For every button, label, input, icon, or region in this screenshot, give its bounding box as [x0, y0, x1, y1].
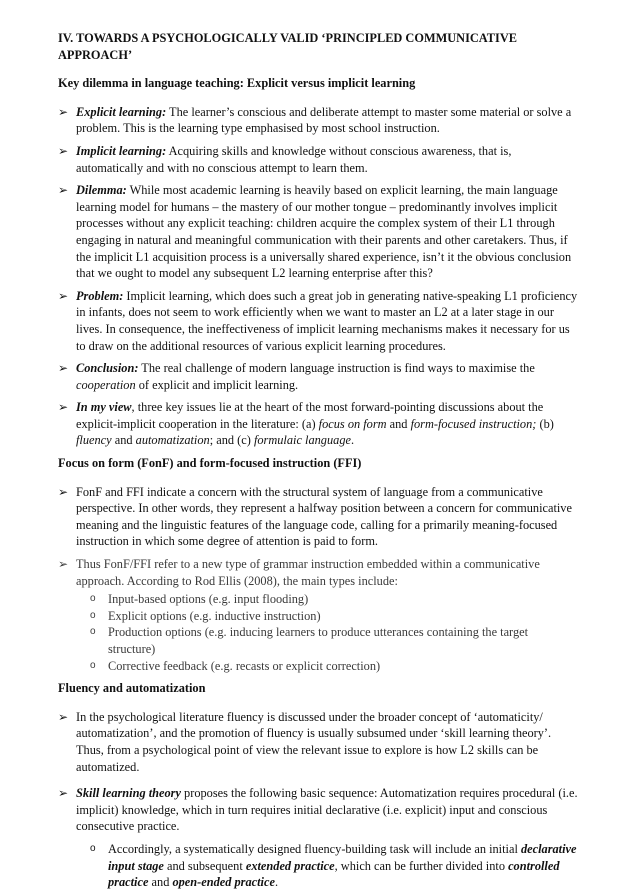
item-text: .: [350, 433, 355, 448]
list-item: [58, 399, 578, 449]
term-implicit-learning: Implicit learning:: [76, 143, 167, 158]
circle-bullet-icon: o: [90, 626, 96, 638]
heading-explicit-implicit: Key dilemma in language teaching: Explicit versus implicit learning: [58, 76, 416, 91]
sub-list-item: [90, 624, 578, 657]
emphasis: extended practice: [245, 858, 335, 873]
emphasis: formulaic language: [253, 433, 351, 448]
sub-item-text: Production options (e.g. inducing learners to produce utterances containing the target structure): [108, 625, 529, 656]
sub-list-item: [90, 841, 578, 891]
arrow-bullet-icon: ➢: [58, 709, 69, 724]
item-text: of explicit and implicit learning.: [135, 377, 299, 392]
item-text: Acquiring skills and knowledge without conscious awareness, that is, automatically and with no conscious attempt to learn them.: [76, 143, 512, 175]
item-text: Implicit learning, which does such a great job in generating native-speaking L1 proficiency in infants, does not seem to work efficiently when we want to master an L2 at a later stage in our lives. In consequence, the ineffectiveness of implicit learning mechanisms makes it necessary for us to draw on the additional resources of various explicit learning procedures.: [76, 288, 578, 353]
circle-bullet-icon: o: [90, 609, 96, 621]
sub-list-item: [90, 591, 578, 608]
heading-fluency: Fluency and automatization: [58, 681, 206, 696]
circle-bullet-icon: o: [90, 842, 96, 854]
term-dilemma: Dilemma:: [76, 183, 127, 198]
emphasis: focus on form: [318, 416, 387, 431]
list-item: [58, 288, 578, 354]
emphasis: declarative input stage: [108, 841, 577, 873]
list-item: [58, 484, 578, 550]
list-item: [58, 104, 578, 137]
list-item: [58, 182, 578, 282]
item-text: While most academic learning is heavily based on explicit learning, the main language learning model for humans – the mastery of our mother tongue – predominantly involves implicit processes without any explicit teaching: children acquire the complex system of their L1 through engaging in natural and meaningful communication with their parents and other caretakers. Thus, if the implicit L1 acquisition process is a universally shared experience, isn’t it the obvious conclusion that we ought to model any subsequent L2 learning enterprise after this?: [76, 183, 572, 281]
sub-list-item: [90, 608, 578, 625]
arrow-bullet-icon: ➢: [58, 104, 69, 119]
item-text: In the psychological literature fluency is discussed under the broader concept of ‘automaticity/ automatization’, and the promotion of fluency is usually subsumed under ‘skill learning theory’. Thus, from a psychological point of view the relevant issue to explore is how L2 skills can be automatized.: [76, 709, 552, 774]
sub-item-text: Input-based options (e.g. input flooding): [108, 592, 309, 607]
arrow-bullet-icon: ➢: [58, 484, 69, 499]
sub-item-text: Accordingly, a systematically designed fluency-building task will include an initial: [108, 841, 521, 856]
item-text: proposes the following basic sequence: Automatization requires procedural (i.e. implicit) knowledge, which in turn requires initial declarative (i.e. explicit) input and conscious consecutive practice.: [76, 786, 578, 834]
sub-item-text: .: [274, 875, 279, 890]
emphasis: cooperation: [76, 377, 136, 392]
sub-item-text: and subsequent: [163, 858, 246, 873]
arrow-bullet-icon: ➢: [58, 361, 69, 376]
list-item: [58, 360, 578, 393]
item-text: and: [386, 416, 411, 431]
term-conclusion: Conclusion:: [76, 361, 139, 376]
list-item: [58, 556, 578, 674]
list-item: [58, 709, 578, 775]
ffi-types-list: [76, 591, 578, 674]
term-skill-learning-theory: Skill learning theory: [76, 786, 181, 801]
section-title: IV. TOWARDS A PSYCHOLOGICALLY VALID ‘PRINCIPLED COMMUNICATIVE APPROACH’: [58, 31, 517, 62]
arrow-bullet-icon: ➢: [58, 557, 69, 572]
arrow-bullet-icon: ➢: [58, 288, 69, 303]
circle-bullet-icon: o: [90, 593, 96, 605]
item-text: Thus FonF/FFI refer to a new type of grammar instruction embedded within a communicative approach. According to Rod Ellis (2008), the main types include:: [76, 557, 540, 588]
item-text: The real challenge of modern language instruction is find ways to maximise the: [138, 361, 535, 376]
term-problem: Problem:: [76, 288, 124, 303]
item-text: ; and (c): [209, 433, 254, 448]
item-text: (b): [536, 416, 554, 431]
sub-item-text: and: [148, 875, 173, 890]
item-text: , three key issues lie at the heart of the most forward-pointing discussions about the explicit-implicit cooperation in the literature: (a): [76, 400, 544, 431]
term-explicit-learning: Explicit learning:: [76, 104, 167, 119]
arrow-bullet-icon: ➢: [58, 143, 69, 158]
term-in-my-view: In my view: [76, 400, 132, 415]
emphasis: fluency: [76, 433, 112, 448]
sub-item-text: Explicit options (e.g. inductive instruction): [108, 608, 321, 623]
emphasis: form-focused instruction;: [410, 416, 537, 431]
arrow-bullet-icon: ➢: [58, 400, 69, 415]
emphasis: automatization: [135, 433, 210, 448]
item-text: The learner’s conscious and deliberate attempt to master some material or solve a problem. This is the learning type emphasised by most school instruction.: [76, 104, 572, 136]
arrow-bullet-icon: ➢: [58, 183, 69, 198]
list-item: [58, 143, 578, 176]
sub-item-text: , which can be further divided into: [334, 858, 509, 873]
fonf-list: [58, 484, 578, 675]
emphasis: controlled practice: [108, 858, 560, 890]
fluency-list: [58, 709, 578, 891]
dilemma-list: [58, 104, 578, 449]
list-item: [58, 785, 578, 891]
arrow-bullet-icon: ➢: [58, 786, 69, 801]
fluency-sub-list: [76, 841, 578, 891]
circle-bullet-icon: o: [90, 659, 96, 671]
sub-list-item: [90, 658, 578, 675]
item-text: and: [111, 433, 136, 448]
item-text: FonF and FFI indicate a concern with the structural system of language from a communicative perspective. In other words, they represent a halfway position between a concern for communicative meaning and the linguistic features of the language code, calling for a primarily meaning-focused instruction in which some degree of attention is paid to form.: [76, 484, 572, 549]
sub-item-text: Corrective feedback (e.g. recasts or explicit correction): [108, 658, 381, 673]
heading-fonf-ffi: Focus on form (FonF) and form-focused instruction (FFI): [58, 456, 362, 471]
emphasis: open-ended practice: [172, 875, 275, 890]
